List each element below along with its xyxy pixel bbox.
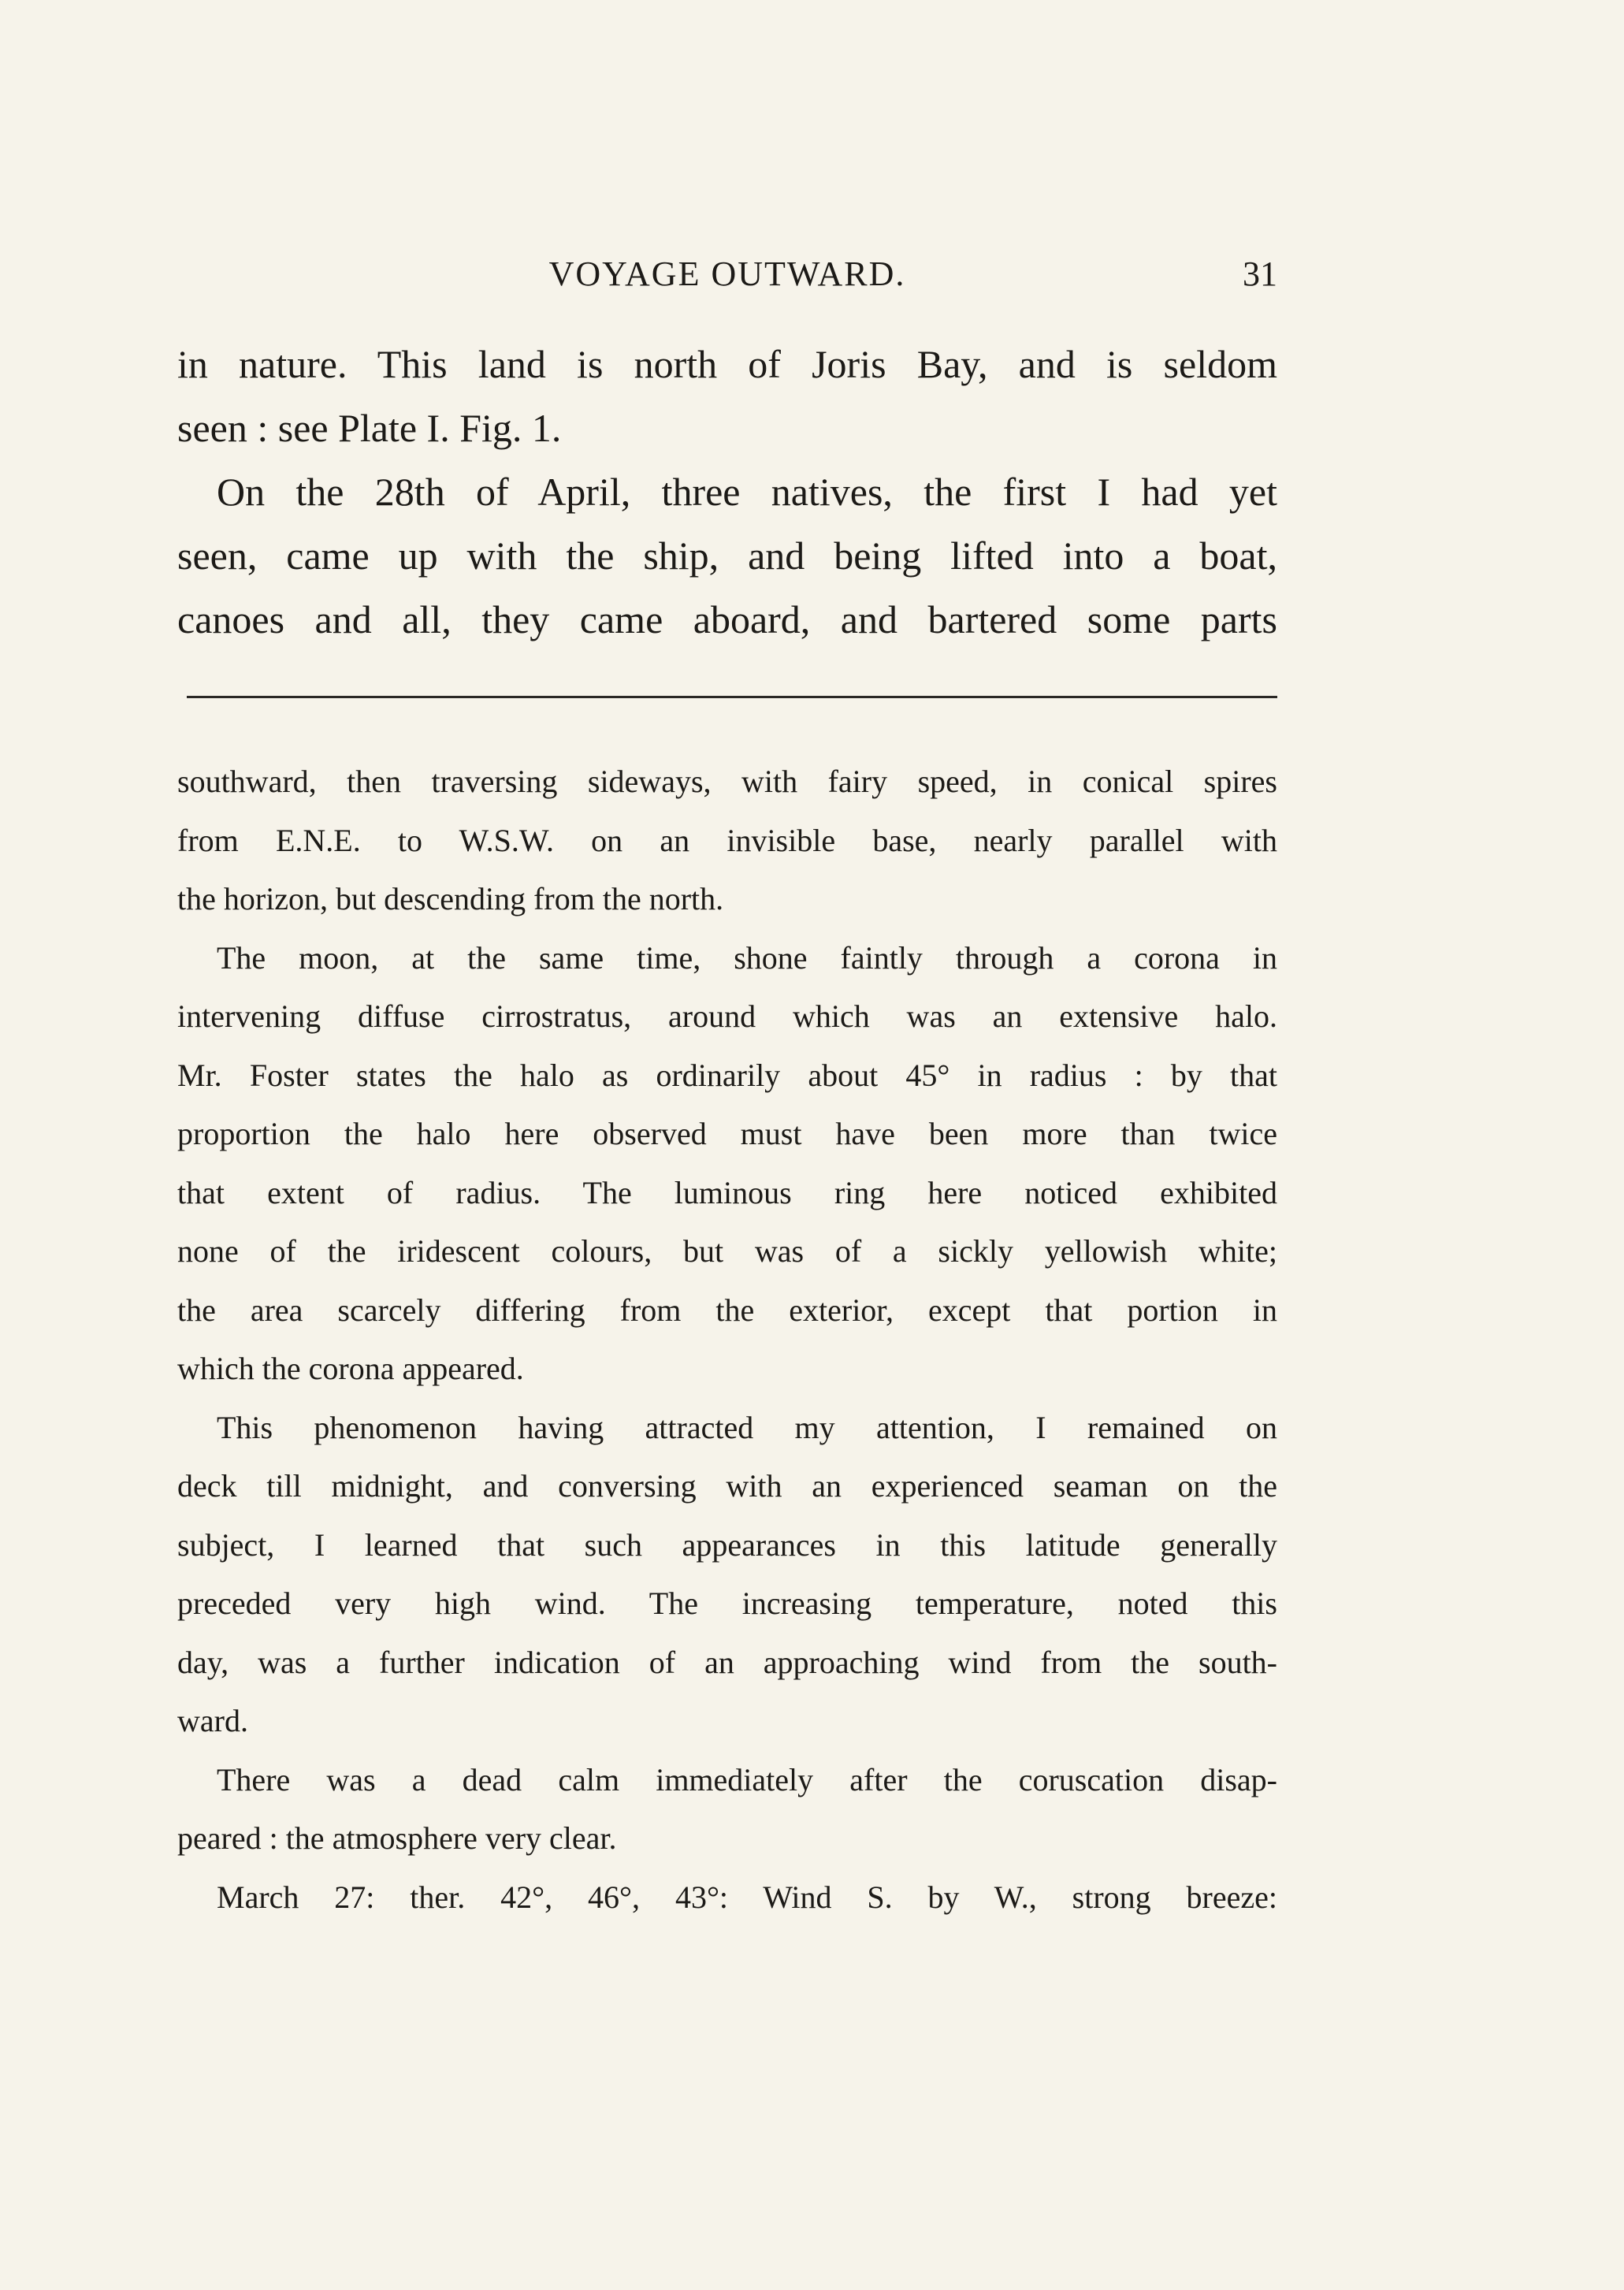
footnote-line: that extent of radius. The luminous ring here noticed exhibited	[177, 1174, 1277, 1210]
footnote-line: day, was a further indication of an approaching wind from the south-	[177, 1644, 1277, 1680]
footnote-line: ward.	[177, 1703, 248, 1738]
footnote-text	[177, 753, 1277, 1927]
footnote-line: intervening diffuse cirrostratus, around which was an extensive halo.	[177, 998, 1277, 1034]
footnote-line: This phenomenon having attracted my attention, I remained on	[217, 1409, 1277, 1445]
footnote-line: There was a dead calm immediately after the coruscation disap-	[217, 1761, 1277, 1797]
footnote-line: March 27: ther. 42°, 46°, 43°: Wind S. by W., strong breeze:	[217, 1879, 1277, 1915]
footnote-line: proportion the halo here observed must have been more than twice	[177, 1116, 1277, 1151]
page-header	[177, 254, 1277, 301]
footnote-line: the horizon, but descending from the north.	[177, 881, 724, 916]
main-text-line: On the 28th of April, three natives, the first I had yet	[217, 470, 1277, 514]
main-text	[177, 333, 1277, 652]
footnote-line: deck till midnight, and conversing with an experienced seaman on the	[177, 1468, 1277, 1504]
footnote-line: subject, I learned that such appearances in this latitude generally	[177, 1526, 1277, 1563]
footnote-line: Mr. Foster states the halo as ordinarily about 45° in radius : by that	[177, 1057, 1277, 1093]
main-text-line: seen, came up with the ship, and being lifted into a boat,	[177, 533, 1277, 578]
main-text-line: seen : see Plate I. Fig. 1.	[177, 406, 562, 450]
footnote-divider	[187, 696, 1277, 698]
running-head: VOYAGE OUTWARD.	[548, 255, 906, 293]
footnote-line: from E.N.E. to W.S.W. on an invisible base, nearly parallel with	[177, 822, 1277, 858]
page-number: 31	[1243, 255, 1277, 293]
footnote-line: peared : the atmosphere very clear.	[177, 1820, 617, 1856]
footnote-line: the area scarcely differing from the exterior, except that portion in	[177, 1292, 1277, 1328]
footnote-line: preceded very high wind. The increasing temperature, noted this	[177, 1586, 1277, 1621]
footnote-line: none of the iridescent colours, but was of a sickly yellowish white;	[177, 1233, 1277, 1269]
main-text-line: in nature. This land is north of Joris Bay, and is seldom	[177, 342, 1277, 386]
footnote-line: which the corona appeared.	[177, 1351, 524, 1386]
footnote-line: The moon, at the same time, shone faintly through a corona in	[217, 939, 1277, 976]
footnote-line: southward, then traversing sideways, with fairy speed, in conical spires	[177, 764, 1277, 799]
main-text-line: canoes and all, they came aboard, and bartered some parts	[177, 597, 1277, 641]
